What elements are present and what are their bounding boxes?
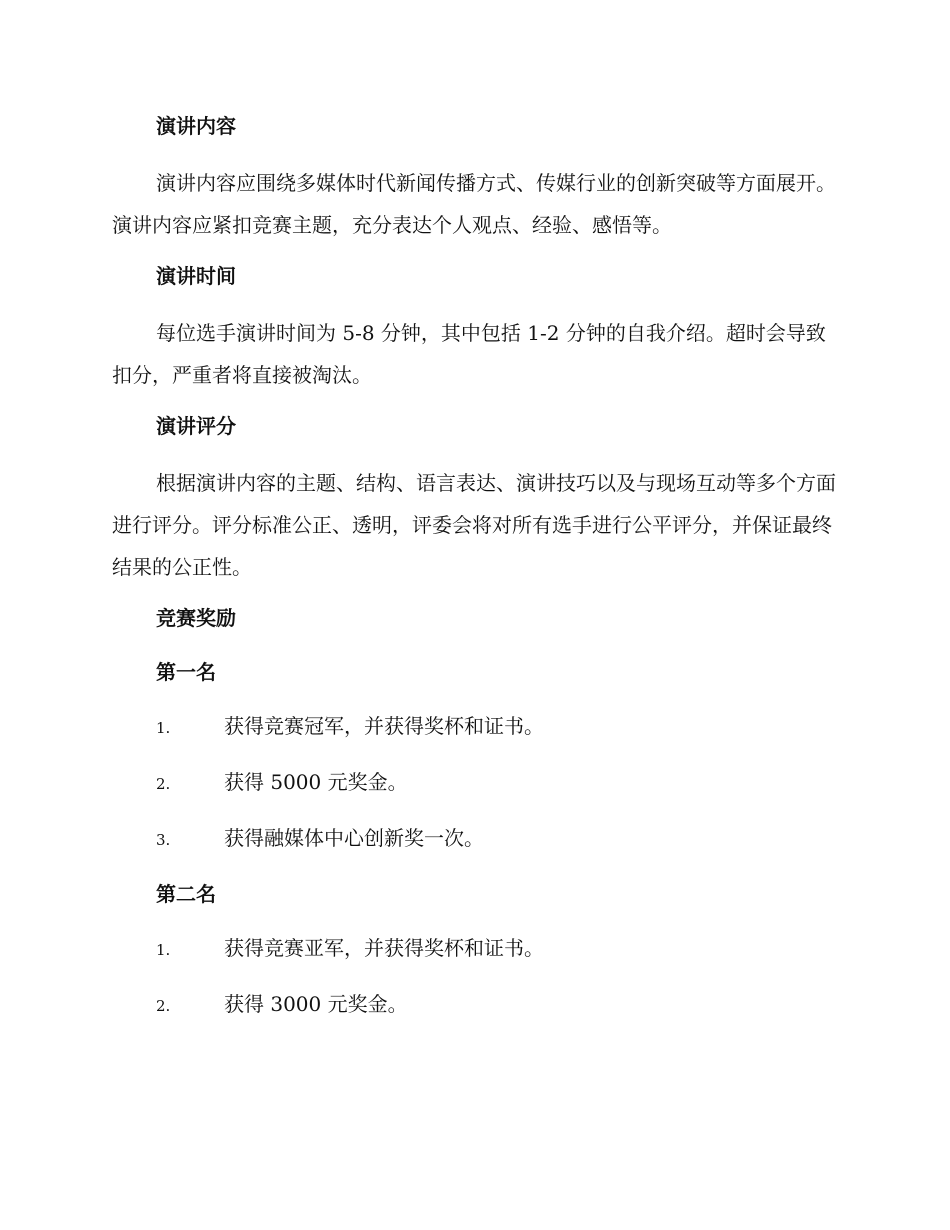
list-text: 获得 5000 元奖金。: [224, 770, 408, 794]
list-item: [112, 930, 838, 968]
list-number: 3.: [156, 831, 171, 849]
list-number: 1.: [156, 719, 171, 737]
list-number: 2.: [156, 775, 171, 793]
section-heading-awards: 竞赛奖励: [156, 606, 236, 630]
list-item: [112, 986, 838, 1024]
section-heading-time: 演讲时间: [156, 264, 236, 288]
section-text-scoring: 根据演讲内容的主题、结构、语言表达、演讲技巧以及与现场互动等多个方面进行评分。评分标准公正、透明，评委会将对所有选手进行公平评分，并保证最终结果的公正性。: [112, 471, 836, 579]
list-text: 获得融媒体中心创新奖一次。: [224, 826, 484, 850]
list-item: [112, 708, 838, 746]
list-text: 获得 3000 元奖金。: [224, 992, 408, 1016]
list-item: [112, 820, 838, 858]
list-text: 获得竞赛亚军，并获得奖杯和证书。: [224, 936, 544, 960]
list-number: 2.: [156, 997, 171, 1015]
section-heading-content: 演讲内容: [156, 114, 236, 138]
section-heading-scoring: 演讲评分: [156, 414, 236, 438]
list-number: 1.: [156, 941, 171, 959]
award-heading-first: 第一名: [156, 660, 216, 684]
section-text-content: 演讲内容应围绕多媒体时代新闻传播方式、传媒行业的创新突破等方面展开。演讲内容应紧扣竞赛主题，充分表达个人观点、经验、感悟等。: [112, 171, 836, 237]
list-text: 获得竞赛冠军，并获得奖杯和证书。: [224, 714, 544, 738]
list-item: [112, 764, 838, 802]
section-text-time: 每位选手演讲时间为 5-8 分钟，其中包括 1-2 分钟的自我介绍。超时会导致扣分，严重者将直接被淘汰。: [112, 321, 826, 387]
award-heading-second: 第二名: [156, 882, 216, 906]
